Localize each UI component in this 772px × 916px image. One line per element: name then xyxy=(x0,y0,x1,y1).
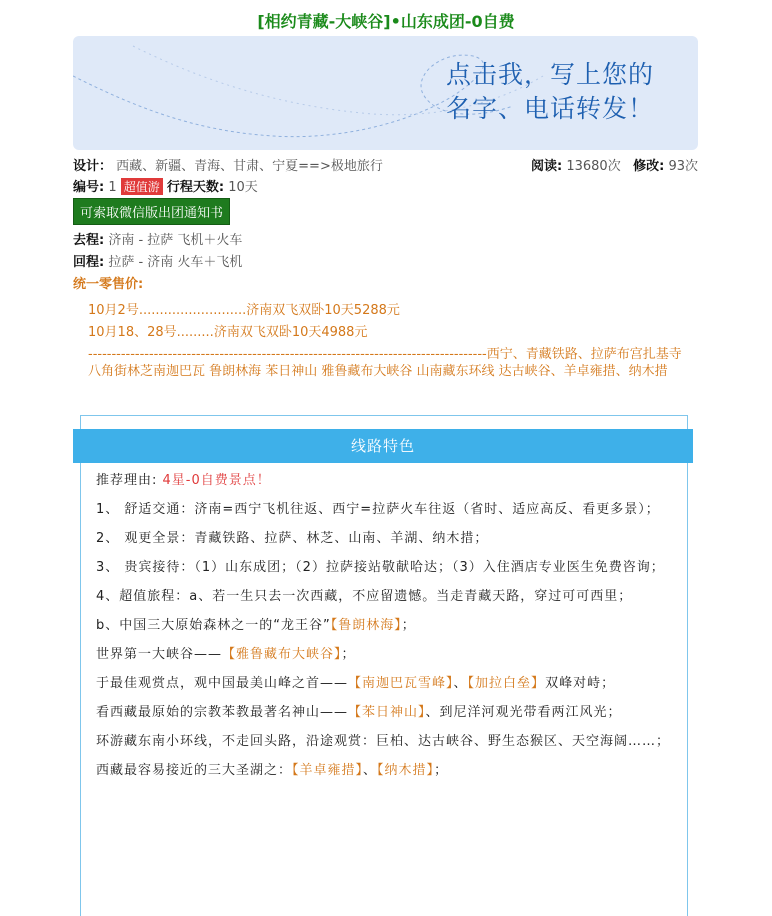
p6-highlight: 【雅鲁藏布大峡谷】 xyxy=(222,647,342,662)
p6-end: ； xyxy=(341,647,356,662)
feature-item-10 xyxy=(96,760,672,781)
banner-line-1: 点击我，写上您的 xyxy=(445,60,654,89)
design-row xyxy=(73,155,698,174)
reason-label: 推荐理由: xyxy=(96,473,158,488)
banner-text xyxy=(420,58,680,126)
feature-item-8 xyxy=(96,702,672,723)
p10-highlight-1: 【羊卓雍措】 xyxy=(292,763,364,778)
feature-item-5 xyxy=(96,615,672,636)
p10-highlight-2: 【纳木措】 xyxy=(377,763,435,778)
feature-item-1: 1、 舒适交通：济南=西宁飞机往返、西宁=拉萨火车往返（省时、适应高反、看更多景）； xyxy=(96,502,660,517)
number-label: 编号: xyxy=(73,180,105,195)
feature-item-3: 3、 贵宾接待：（1）山东成团；（2）拉萨接站敬献哈达；（3）入住酒店专业医生免费咨询； xyxy=(96,560,665,575)
go-row xyxy=(73,229,698,248)
price-line-2: 10月18、28号.........济南双飞双卧10天4988元 xyxy=(88,325,368,340)
design-label: 设计： xyxy=(73,159,113,174)
stats xyxy=(531,155,698,174)
p10-mid: 、 xyxy=(363,763,378,778)
edits-label: 修改: xyxy=(633,159,665,174)
p8-highlight: 【苯日神山】 xyxy=(348,705,426,720)
title-main: [相约青藏-大峡谷] xyxy=(257,12,391,31)
price-line-1: 10月2号..........................济南双飞双卧10天5288元 xyxy=(88,303,400,318)
route-summary: -------------------------------------------------------------------------------------西宁、青藏铁路、拉萨布宫扎基寺 八角街林芝南迦巴瓦 鲁朗林海 苯日神山 雅鲁藏布大峡谷 山南藏东环线 达古峡谷、羊卓雍措、纳木措 xyxy=(88,347,682,379)
page-title xyxy=(0,9,772,32)
edits-value: 93次 xyxy=(668,159,698,174)
p7-end: 双峰对峙； xyxy=(545,676,616,691)
p8-text: 看西藏最原始的宗教苯教最著名神山—— xyxy=(96,705,349,720)
go-label: 去程: xyxy=(73,233,105,248)
share-banner[interactable] xyxy=(73,36,698,150)
number-row xyxy=(73,176,698,195)
reason-value: 4星-0自费景点！ xyxy=(162,473,271,488)
p5-end: ； xyxy=(401,618,416,633)
feature-item-9: 环游藏东南小环线，不走回头路，沿途观赏：巨柏、达古峡谷、野生态猴区、天空海阔……； xyxy=(96,734,671,749)
feature-header: 线路特色 xyxy=(73,429,693,463)
p10-text: 西藏最容易接近的三大圣湖之： xyxy=(96,763,293,778)
p5-text: b、中国三大原始森林之一的“龙王谷” xyxy=(96,618,331,633)
value-badge: 超值游 xyxy=(121,178,163,195)
p7-highlight-1: 【南迦巴瓦雪峰】 xyxy=(348,676,454,691)
banner-line-2: 名字、电话转发！ xyxy=(445,94,654,123)
feature-item-7 xyxy=(96,673,672,694)
reads-label: 阅读: xyxy=(531,159,563,174)
number-value: 1 xyxy=(108,180,117,195)
p8-end: 、到尼洋河观光带看两江风光； xyxy=(425,705,622,720)
price-label: 统一零售价: xyxy=(73,277,144,292)
p7-mid: 、 xyxy=(453,676,468,691)
go-value: 济南 - 拉萨 飞机＋火车 xyxy=(108,233,243,248)
p7-highlight-2: 【加拉白垒】 xyxy=(467,676,546,691)
title-sub: •山东成团-0自费 xyxy=(390,12,515,31)
feature-item-2: 2、 观更全景：青藏铁路、拉萨、林芝、山南、羊湖、纳木措； xyxy=(96,531,489,546)
notice-button[interactable]: 可索取微信版出团通知书 xyxy=(73,198,230,225)
back-label: 回程: xyxy=(73,255,105,270)
p10-end: ； xyxy=(434,763,449,778)
days-label: 行程天数: xyxy=(166,180,225,195)
feature-item-6 xyxy=(96,644,672,665)
p7-text: 于最佳观赏点，观中国最美山峰之首—— xyxy=(96,676,349,691)
feature-body xyxy=(96,470,672,789)
reason-line xyxy=(96,470,672,491)
days-value: 10天 xyxy=(228,180,258,195)
design-value: 西藏、新疆、青海、甘肃、宁夏==>极地旅行 xyxy=(116,159,383,174)
reads-value: 13680次 xyxy=(566,159,621,174)
back-value: 拉萨 - 济南 火车＋飞机 xyxy=(108,255,243,270)
p5-highlight: 【鲁朗林海】 xyxy=(330,618,402,633)
p6-text: 世界第一大峡谷—— xyxy=(96,647,223,662)
feature-item-4: 4、超值旅程：a、若一生只去一次西藏，不应留遗憾。当走青藏天路，穿过可可西里； xyxy=(96,589,633,604)
back-row xyxy=(73,251,698,270)
